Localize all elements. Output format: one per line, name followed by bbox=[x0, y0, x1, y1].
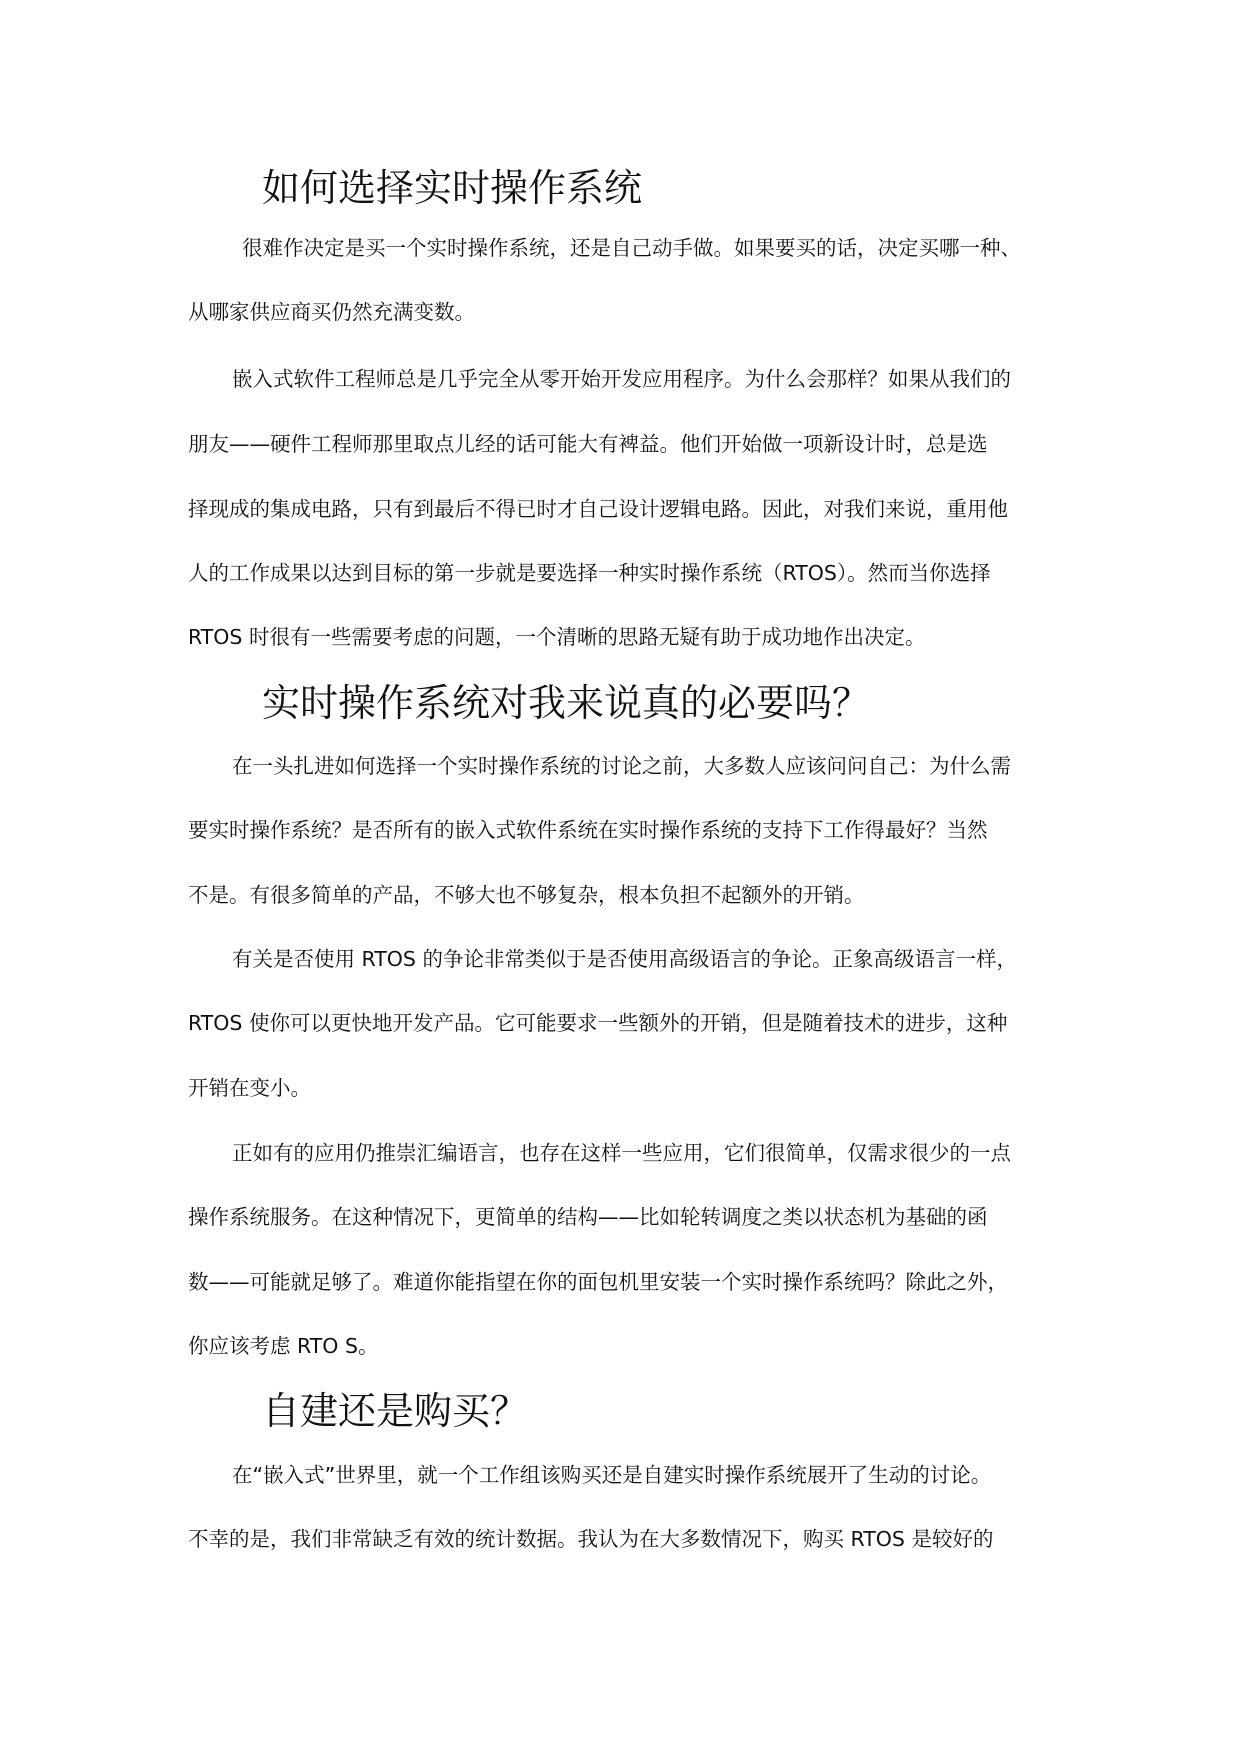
paragraph-line: RTOS 时很有一些需要考虑的问题，一个清晰的思路无疑有助于成功地作出决定。 bbox=[188, 625, 926, 649]
section-heading: 自建还是购买？ bbox=[262, 1389, 529, 1433]
paragraph-line: 不幸的是，我们非常缺乏有效的统计数据。我认为在大多数情况下，购买 RTOS 是较好的 bbox=[188, 1527, 994, 1551]
paragraph-line: RTOS 使你可以更快地开发产品。它可能要求一些额外的开销，但是随着技术的进步，这种 bbox=[188, 1011, 1008, 1035]
paragraph-line: 你应该考虑 RTO S。 bbox=[188, 1334, 379, 1358]
paragraph-line: 很难作决定是买一个实时操作系统，还是自己动手做。如果要买的话，决定买哪一种、 bbox=[242, 236, 1021, 260]
paragraph-line: 择现成的集成电路，只有到最后不得已时才自己设计逻辑电路。因此，对我们来说，重用他 bbox=[188, 497, 1008, 521]
paragraph-line: 朋友——硬件工程师那里取点儿经的话可能大有裨益。他们开始做一项新设计时，总是选 bbox=[188, 432, 988, 456]
paragraph-line: 不是。有很多简单的产品，不够大也不够复杂，根本负担不起额外的开销。 bbox=[188, 883, 865, 907]
section-heading: 实时操作系统对我来说真的必要吗？ bbox=[262, 681, 871, 725]
paragraph-line: 开销在变小。 bbox=[188, 1076, 311, 1100]
paragraph-line: 在一头扎进如何选择一个实时操作系统的讨论之前，大多数人应该问问自己：为什么需 bbox=[232, 754, 1011, 778]
paragraph-line: 在“嵌入式”世界里，就一个工作组该购买还是自建实时操作系统展开了生动的讨论。 bbox=[232, 1463, 992, 1487]
paragraph-line: 嵌入式软件工程师总是几乎完全从零开始开发应用程序。为什么会那样？如果从我们的 bbox=[232, 367, 1011, 391]
paragraph-line: 人的工作成果以达到目标的第一步就是要选择一种实时操作系统（RTOS）。然而当你选择 bbox=[188, 561, 991, 585]
paragraph-line: 正如有的应用仍推崇汇编语言，也存在这样一些应用，它们很简单，仅需求很少的一点 bbox=[232, 1141, 1011, 1165]
paragraph-line: 要实时操作系统？是否所有的嵌入式软件系统在实时操作系统的支持下工作得最好？当然 bbox=[188, 818, 988, 842]
paragraph-line: 有关是否使用 RTOS 的争论非常类似于是否使用高级语言的争论。正象高级语言一样， bbox=[232, 947, 1017, 971]
section-heading: 如何选择实时操作系统 bbox=[262, 166, 643, 210]
paragraph-line: 数——可能就足够了。难道你能指望在你的面包机里安装一个实时操作系统吗？除此之外， bbox=[188, 1270, 1008, 1294]
paragraph-line: 从哪家供应商买仍然充满变数。 bbox=[188, 300, 475, 324]
paragraph-line: 操作系统服务。在这种情况下，更简单的结构——比如轮转调度之类以状态机为基础的函 bbox=[188, 1205, 988, 1229]
